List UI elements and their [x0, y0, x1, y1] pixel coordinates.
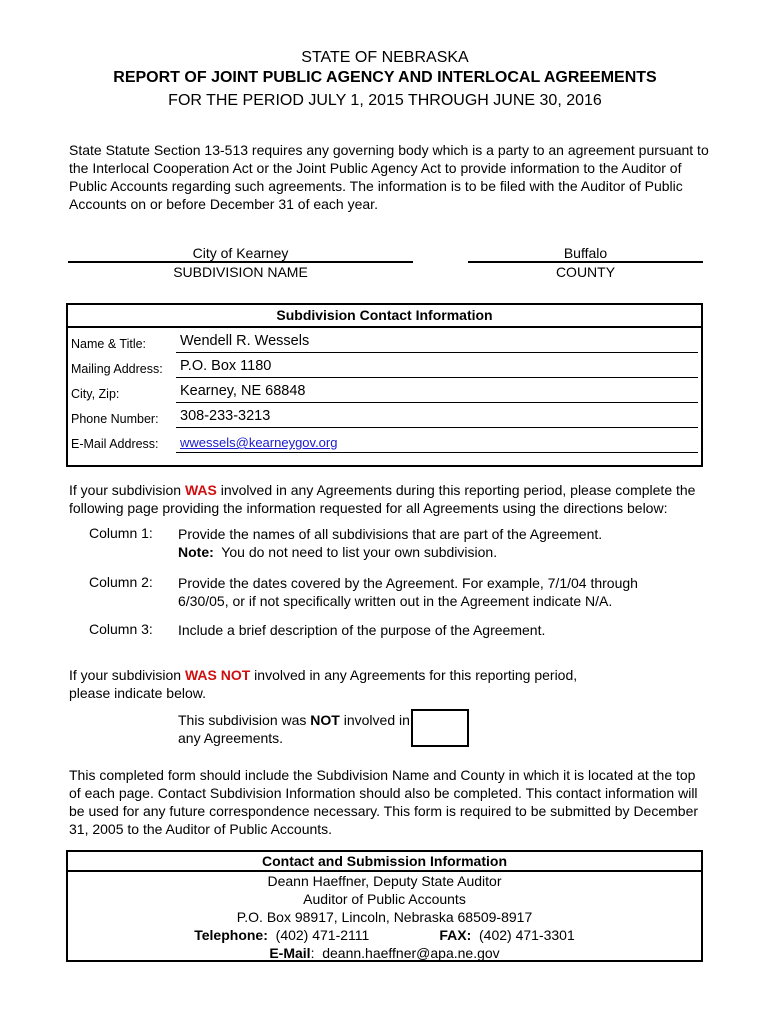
column-1-directions [178, 525, 658, 561]
statute-intro: State Statute Section 13-513 requires any governing body which is a party to an agreement pursuant to the Interlocal Cooperation Act or the Joint Public Agency Act to provide information to the Auditor of Public Accounts regarding such agreements. The information is to be filed with the Auditor of Public Accounts on or before December 31 of each year. [69, 142, 709, 212]
field-underline [176, 352, 698, 353]
column-3-text: Include a brief description of the purpose of the Agreement. [178, 622, 546, 638]
email-line [68, 945, 701, 961]
fax-label: FAX: [439, 927, 472, 943]
fax-value: (402) 471-3301 [479, 927, 575, 943]
was-not-keyword: WAS NOT [184, 667, 251, 683]
not-involved-suffix: involved in any Agreements for this reporting period, please indicate below. [69, 667, 578, 701]
auditor-office: Auditor of Public Accounts [303, 891, 466, 907]
phone-number-field[interactable]: 308-233-3213 [180, 408, 271, 424]
field-underline [176, 427, 698, 428]
contact-box-heading: Subdivision Contact Information [68, 305, 701, 328]
field-underline [176, 377, 698, 378]
column-2-text: Provide the dates covered by the Agreement. For example, 7/1/04 through 6/30/05, or if not specifically written out in the Agreement indicate N/A. [178, 575, 638, 609]
email-label: E-Mail [269, 945, 311, 961]
column-1-label: Column 1: [89, 525, 153, 541]
mailing-address-field[interactable]: P.O. Box 1180 [180, 358, 272, 374]
column-1-text: Provide the names of all subdivisions that are part of the Agreement. [178, 526, 603, 542]
county-label: COUNTY [555, 264, 616, 280]
not-keyword: NOT [310, 712, 340, 728]
involved-suffix: involved in any Agreements during this reporting period, please complete the following page providing the information requested for all Agreements using the directions below: [69, 482, 696, 516]
contact-row-email [68, 431, 701, 456]
telephone-value: (402) 471-2111 [275, 927, 370, 943]
field-underline [176, 452, 698, 453]
name-title-field[interactable]: Wendell R. Wessels [180, 333, 310, 349]
not-involved-checkbox[interactable] [411, 709, 469, 747]
was-keyword: WAS [184, 482, 217, 498]
note-text: You do not need to list your own subdivision. [213, 544, 498, 560]
form-title: REPORT OF JOINT PUBLIC AGENCY AND INTERLOCAL AGREEMENTS [113, 69, 657, 86]
check-suffix: involved in any Agreements. [178, 712, 410, 746]
email-address-link[interactable]: wwessels@kearneygov.org [180, 435, 338, 450]
note-label: Note: [178, 544, 214, 560]
submission-box-heading: Contact and Submission Information [68, 852, 701, 872]
mailing-address-label: Mailing Address: [71, 362, 163, 376]
city-zip-field[interactable]: Kearney, NE 68848 [180, 383, 306, 399]
county-field[interactable]: Buffalo [563, 245, 608, 261]
check-prefix: This subdivision was [178, 712, 311, 728]
not-involved-checkbox-label [178, 711, 413, 747]
county-underline [468, 261, 703, 263]
form-period: FOR THE PERIOD JULY 1, 2015 THROUGH JUNE 30, 2016 [168, 92, 602, 109]
subdivision-name-label: SUBDIVISION NAME [173, 264, 308, 280]
field-underline [176, 402, 698, 403]
completion-instructions: This completed form should include the Subdivision Name and County in which it is located at the top of each page. Contact Subdivision Information should also be completed. This contact information will be used for any future correspondence necessary. This form is required to be submitted by December 31, 2005 to the Auditor of Public Accounts. [69, 767, 699, 837]
email-value: : deann.haeffner@apa.ne.gov [310, 945, 500, 961]
submission-info-box [66, 850, 703, 962]
contact-row-mailing [68, 356, 701, 381]
involved-instructions [69, 481, 709, 517]
city-zip-label: City, Zip: [71, 387, 120, 401]
contact-row-phone [68, 406, 701, 431]
subdivision-name-field[interactable]: City of Kearney [192, 245, 289, 261]
column-2-label: Column 2: [89, 574, 153, 590]
form-state-heading: STATE OF NEBRASKA [301, 49, 469, 66]
contact-row-name [68, 331, 701, 356]
auditor-name: Deann Haeffner, Deputy State Auditor [267, 873, 502, 889]
column-1-note [178, 543, 658, 561]
email-address-label: E-Mail Address: [71, 437, 159, 451]
auditor-address: P.O. Box 98917, Lincoln, Nebraska 68509-8917 [236, 909, 533, 925]
telephone-fax-line [68, 927, 701, 943]
name-title-label: Name & Title: [71, 337, 147, 351]
subdivision-contact-box [66, 303, 703, 467]
not-involved-prefix: If your subdivision [69, 667, 185, 683]
column-3-label: Column 3: [89, 621, 153, 637]
contact-row-city [68, 381, 701, 406]
phone-number-label: Phone Number: [71, 412, 159, 426]
subdivision-name-underline [68, 261, 413, 263]
involved-prefix: If your subdivision [69, 482, 185, 498]
not-involved-instructions [69, 666, 589, 702]
telephone-label: Telephone: [194, 927, 268, 943]
